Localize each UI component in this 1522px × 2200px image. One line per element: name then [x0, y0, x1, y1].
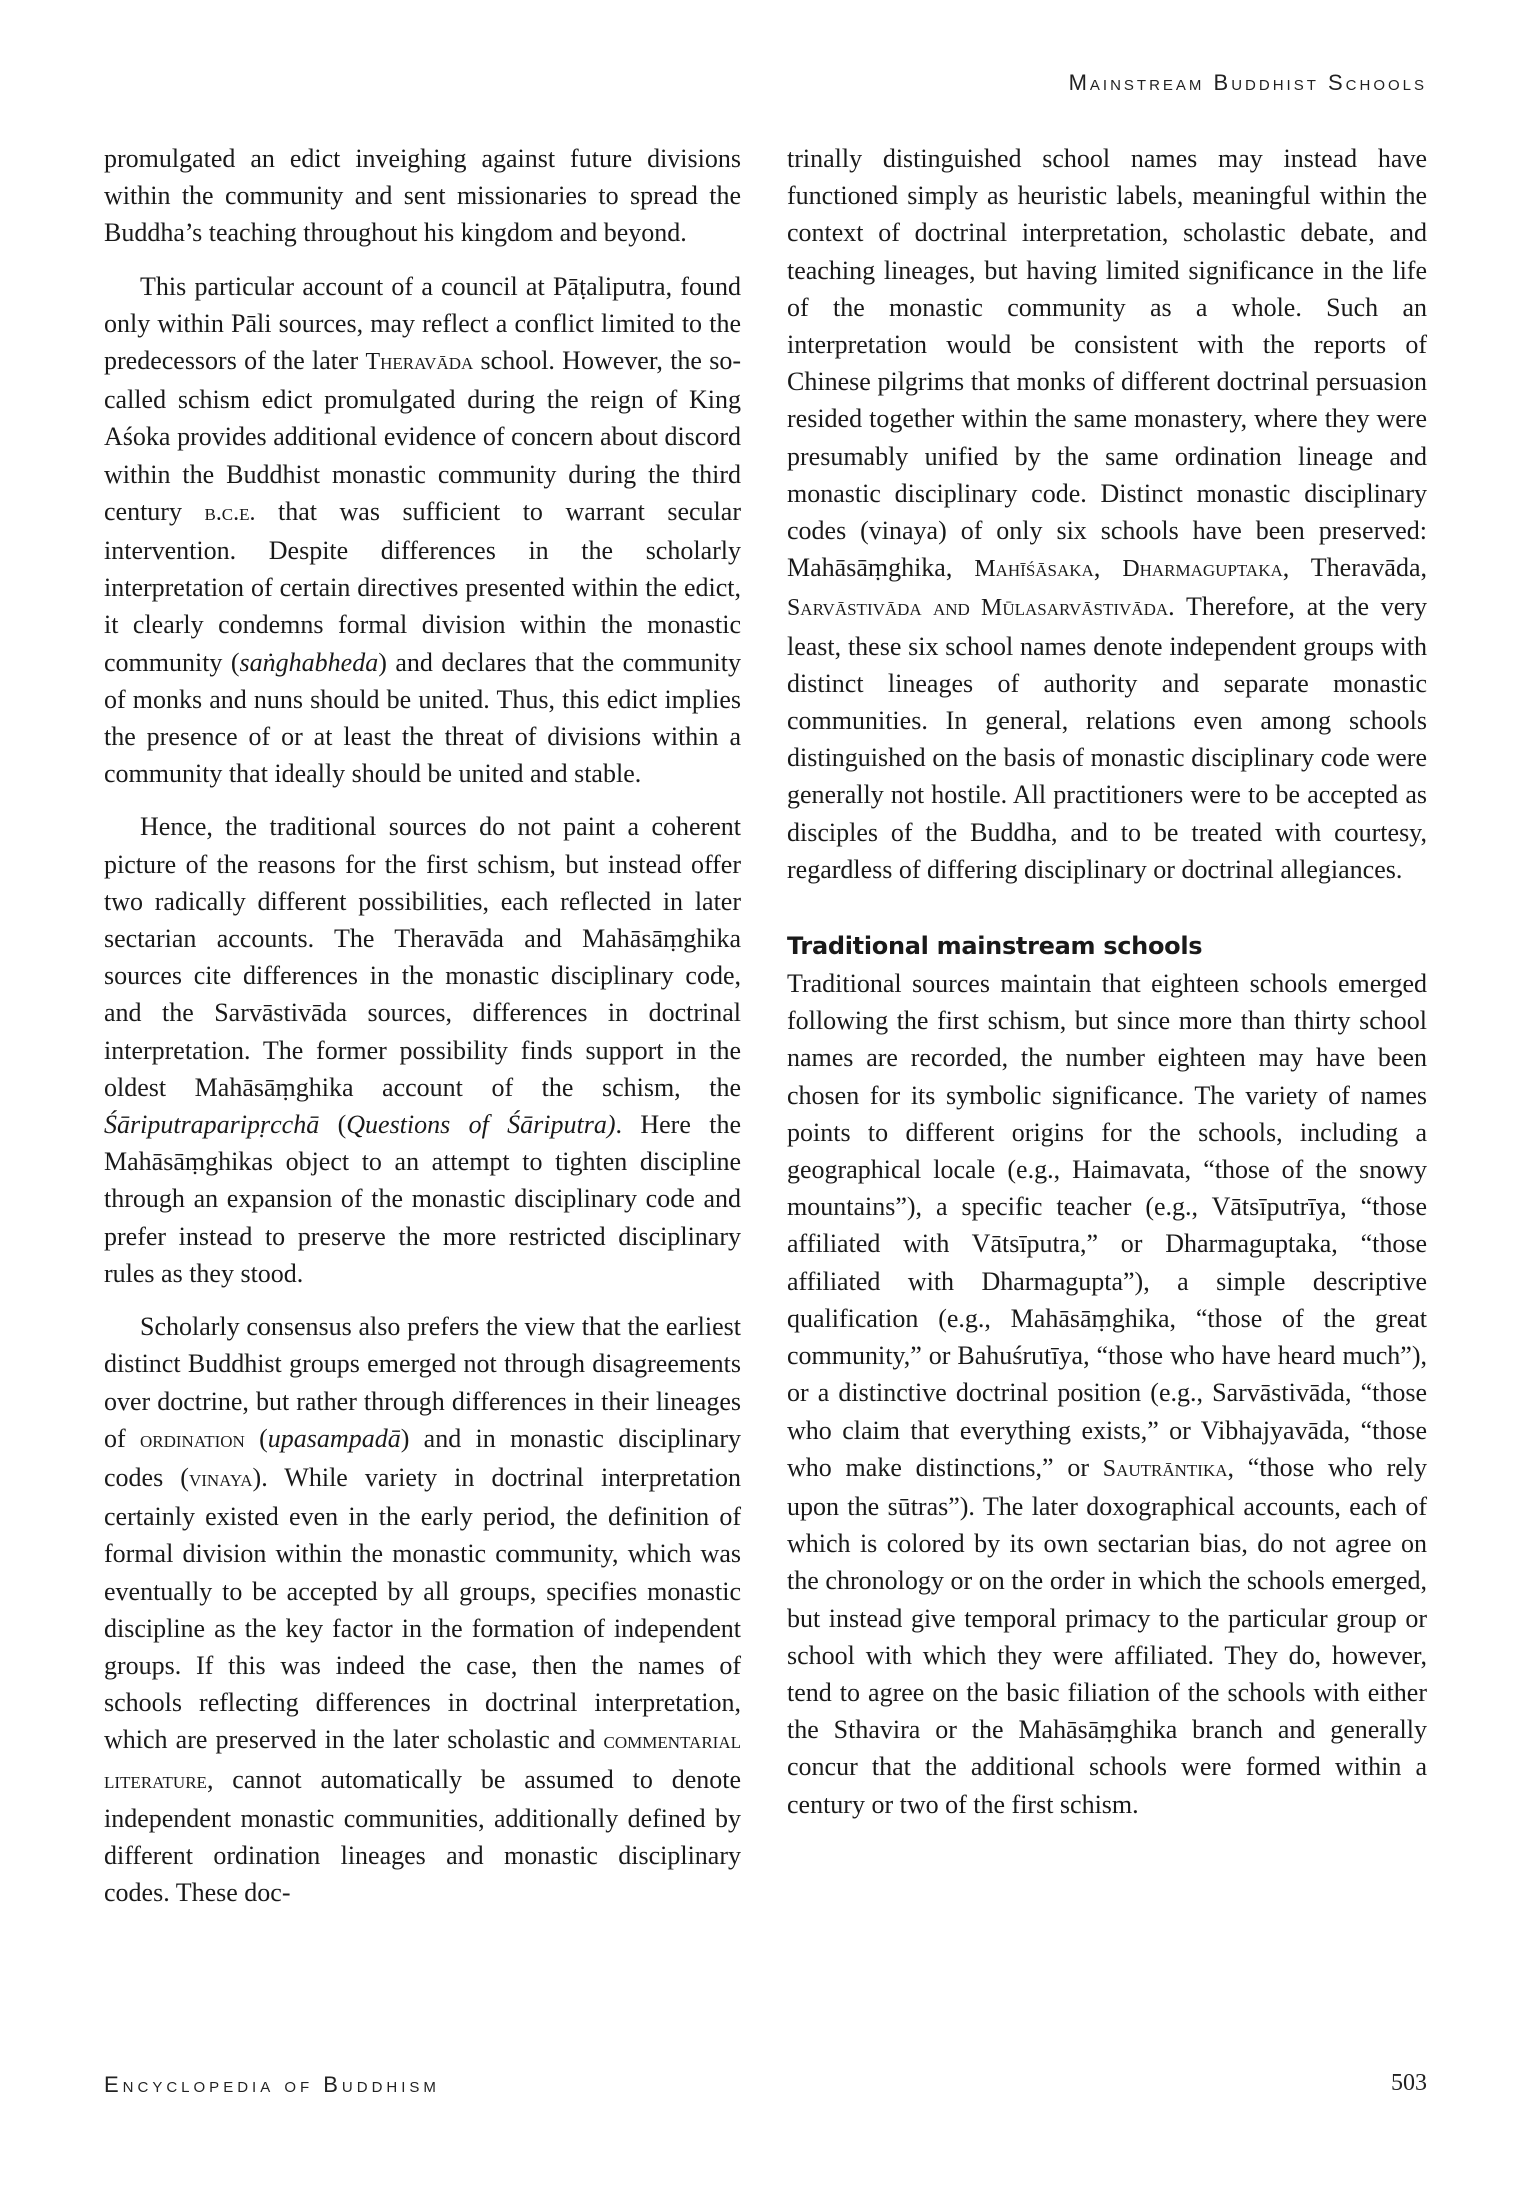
paragraph: promulgated an edict inveighing against future divisions within the community and sent missionaries to spread the Buddha’s teaching throughout his kingdom and beyond.	[104, 144, 741, 248]
paragraph: Scholarly consensus also prefers the view that the earliest distinct Buddhist groups emerged not through disagreements over doctrine, but rather through differences in their lineages of ordination (upasampadā) and in monastic disciplinary codes (vinaya). While variety in doctrinal interpretation certainly existed even in the early period, the definition of formal division within the monastic community, which was eventually to be accepted by all groups, specifies monastic discipline as the key factor in the formation of independent groups. If this was indeed the case, then the names of schools reflecting differences in doctrinal interpretation, which are preserved in the later scholastic and commentarial literature, cannot automatically be assumed to denote independent monastic communities, additionally defined by different ordination lineages and monastic disciplinary codes. These doc-	[104, 1312, 742, 1908]
running-head: Mainstream Buddhist Schools	[1068, 70, 1427, 95]
left-column	[104, 140, 741, 1927]
footer-book-title: Encyclopedia of Buddhism	[104, 2072, 440, 2097]
paragraph: This particular account of a council at Pāṭaliputra, found only within Pāli sources, may reflect a conflict limited to the predecessors of the later Theravāda school. However, the so-called schism edict promulgated during the reign of King Aśoka provides additional evidence of concern about discord within the Buddhist monastic community during the third century b.c.e. that was sufficient to warrant secular intervention. Despite differences in the scholarly interpretation of certain directives presented within the edict, it clearly condemns formal division within the monastic community (saṅghabheda) and declares that the community of monks and nuns should be united. Thus, this edict implies the presence of or at least the threat of divisions within a community that ideally should be united and stable.	[104, 271, 742, 789]
italic-term: saṅghabheda	[239, 647, 379, 677]
page-number: 503	[1391, 2070, 1427, 2096]
italic-term: upasampadā	[267, 1423, 401, 1453]
paragraph: trinally distinguished school names may instead have functioned simply as heuristic labels, meaningful within the context of doctrinal interpretation, scholastic debate, and teaching lineages, but having limited significance in the life of the monastic community as a whole. Such an interpretation would be consistent with the reports of Chinese pilgrims that monks of different doctrinal persuasion resided together within the same monastery, where they were presumably unified by the same ordination lineage and monastic disciplinary code. Distinct monastic disciplinary codes (vinaya) of only six schools have been preserved: Mahāsāṃghika, Mahīśāsaka, Dharmaguptaka, Theravāda, Sarvāstivāda and Mūlasarvāstivāda. Therefore, at the very least, these six school names denote independent groups with distinct lineages of authority and separate monastic communities. In general, relations even among schools distinguished on the basis of monastic disciplinary code were generally not hostile. All practitioners were to be accepted as disciples of the Buddha, and to be treated with courtesy, regardless of differing disciplinary or doctrinal allegiances.	[787, 144, 1428, 884]
small-caps-text: b.c.e.	[204, 499, 256, 526]
paragraph: Traditional sources maintain that eighteen schools emerged following the first schism, but since more than thirty school names are recorded, the number eighteen may have been chosen for its symbolic significance. The variety of names points to different origins for the schools, including a geographical locale (e.g., Haimavata, “those of the snowy mountains”), a specific teacher (e.g., Vātsīputrīya, “those affiliated with Vātsīputra,” or Dharmaguptaka, “those affiliated with Dharmagupta”), a simple descriptive qualification (e.g., Mahāsāṃghika, “those of the great community,” or Bahuśrutīya, “those who have heard much”), or a distinctive doctrinal position (e.g., Sarvāstivāda, “those who claim that everything exists,” or Vibhajyavāda, “those who make distinctions,” or Sautrāntika, “those who rely upon the sūtras”). The later doxographical accounts, each of which is colored by its own sectarian bias, do not agree on the chronology or on the order in which the schools emerged, but instead give temporal primacy to the particular group or school with which they were affiliated. They do, however, tend to agree on the basic filiation of the schools with either the Sthavira or the Mahāsāṃghika branch and generally concur that the additional schools were formed within a century or two of the first schism.	[787, 969, 1427, 1819]
cross-reference-link[interactable]: Sarvāstivāda and Mūlasarvāstivāda	[787, 595, 1169, 622]
italic-term: Śāriputraparipṛcchā	[104, 1110, 320, 1140]
cross-reference-link[interactable]: vinaya	[188, 1465, 253, 1492]
cross-reference-link[interactable]: Mahīśāsaka	[974, 556, 1094, 583]
cross-reference-link[interactable]: ordination	[139, 1426, 245, 1453]
cross-reference-link[interactable]: commentarial literature	[104, 1728, 741, 1794]
paragraph: Hence, the traditional sources do not paint a coherent picture of the reasons for the first schism, but instead offer two radically different possibilities, each reflected in later sectarian accounts. The Theravāda and Mahāsāṃghika sources cite differences in the monastic disciplinary code, and the Sarvāstivāda sources, differences in doctrinal interpretation. The former possibility finds support in the oldest Mahāsāṃghika account of the schism, the Śāriputraparipṛcchā (Questions of Śāriputra). Here the Mahāsāṃghikas object to an attempt to tighten discipline through an expansion of the monastic disciplinary code and prefer instead to preserve the more restricted disciplinary rules as they stood.	[104, 812, 741, 1288]
italic-term: Questions of Śāriputra)	[346, 1110, 616, 1140]
cross-reference-link[interactable]: Dharmaguptaka	[1122, 556, 1283, 583]
cross-reference-link[interactable]: Sautrāntika	[1102, 1455, 1228, 1482]
section-heading: Traditional mainstream schools	[787, 932, 1203, 961]
cross-reference-link[interactable]: Theravāda	[365, 349, 474, 376]
right-column	[787, 140, 1427, 1839]
